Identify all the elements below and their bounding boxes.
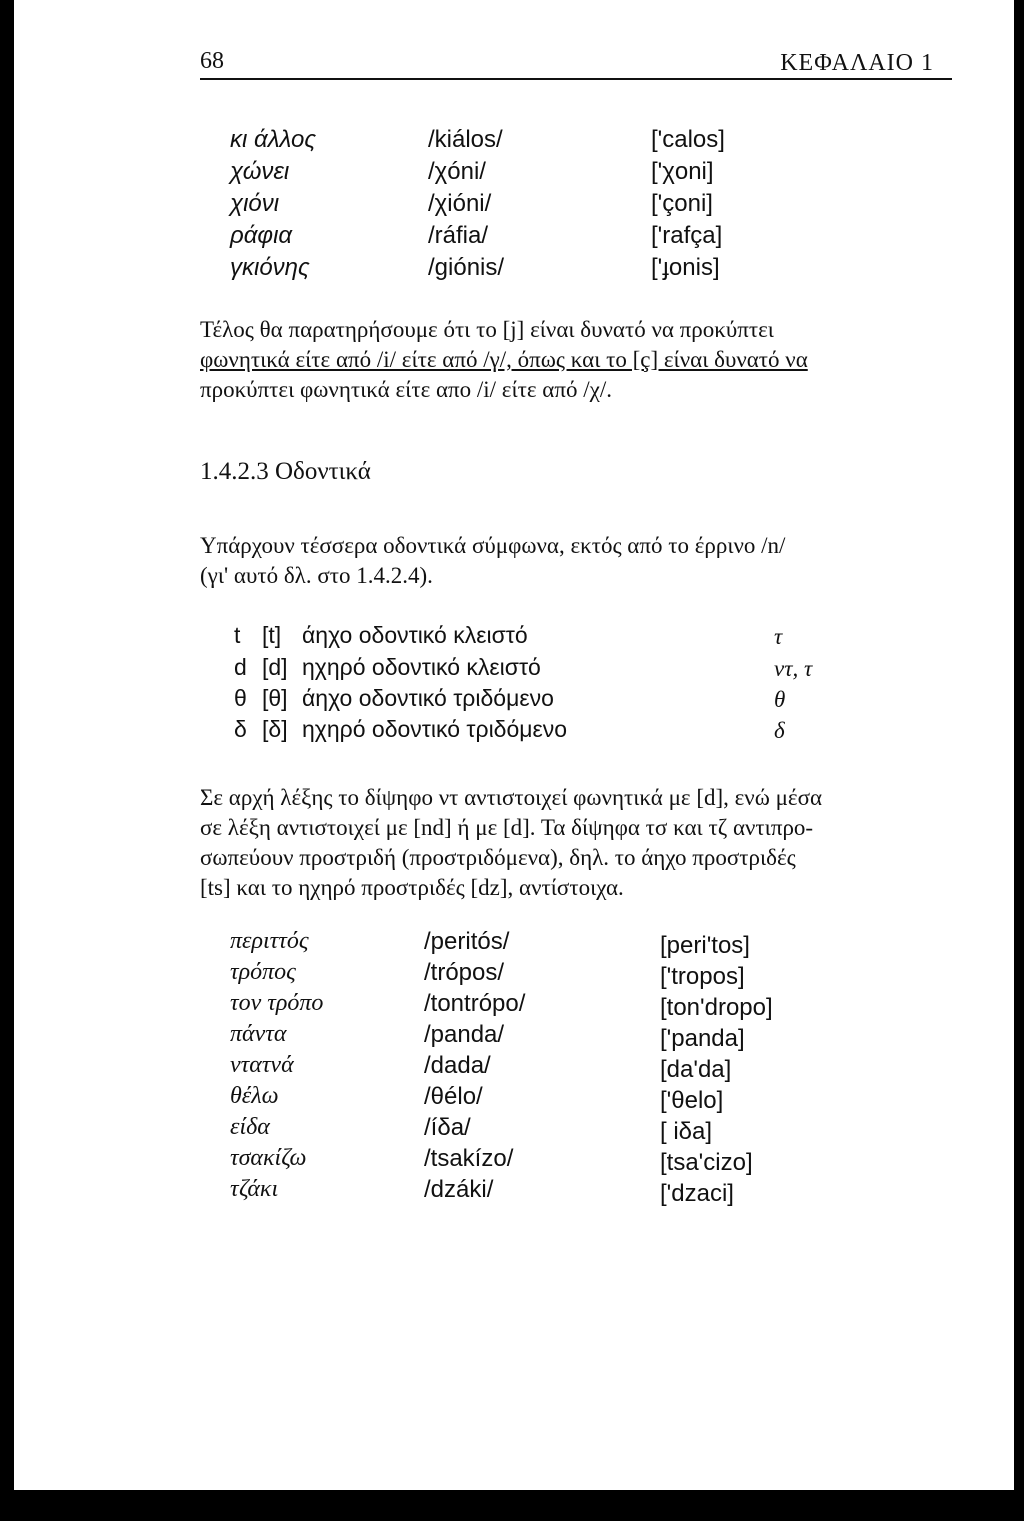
word-phonetic: ['panda] bbox=[660, 1025, 745, 1052]
consonant-ipa: [d] bbox=[262, 654, 288, 680]
header-rule bbox=[200, 78, 952, 80]
word-phonetic: [ton'dropo] bbox=[660, 994, 773, 1021]
consonant-spelling: ντ, τ bbox=[774, 656, 813, 681]
consonant-symbol: δ bbox=[234, 716, 247, 742]
paragraph-line: σε λέξη αντιστοιχεί με [nd] ή με [d]. Τα δίψηφα τσ και τζ αντιπρο- bbox=[200, 815, 814, 840]
word-greek: χώνει bbox=[230, 158, 290, 185]
consonant-ipa: [t] bbox=[262, 622, 282, 648]
word-phonemic: /χióni/ bbox=[428, 190, 492, 217]
word-greek: θέλω bbox=[230, 1083, 279, 1109]
scan-left-edge bbox=[0, 0, 14, 1521]
word-phonemic: /dada/ bbox=[424, 1052, 491, 1079]
word-phonemic: /kiálos/ bbox=[428, 126, 503, 153]
word-phonemic: /panda/ bbox=[424, 1021, 505, 1048]
word-greek: περιττός bbox=[230, 928, 309, 954]
word-phonemic: /tontrópo/ bbox=[424, 990, 526, 1017]
consonant-ipa: [δ] bbox=[262, 716, 288, 742]
word-greek: ράφια bbox=[230, 222, 293, 249]
word-phonemic: /giónis/ bbox=[428, 254, 505, 281]
paragraph-line: προκύπτει φωνητικά είτε απο /i/ είτε από /χ/. bbox=[200, 377, 612, 402]
consonant-description: ηχηρό οδοντικό κλειστό bbox=[302, 654, 541, 680]
word-phonetic: [da'da] bbox=[660, 1056, 732, 1083]
word-phonemic: /peritós/ bbox=[424, 928, 510, 955]
scan-bottom-edge bbox=[0, 1490, 1024, 1521]
consonant-ipa: [θ] bbox=[262, 685, 288, 711]
word-greek: γκιόνης bbox=[230, 254, 310, 281]
word-greek: τσακίζω bbox=[230, 1145, 307, 1171]
consonant-spelling: τ bbox=[774, 624, 783, 649]
word-phonetic: ['çoni] bbox=[651, 190, 713, 217]
word-phonetic: ['dzaci] bbox=[660, 1180, 734, 1207]
word-phonetic: ['calos] bbox=[651, 126, 725, 153]
word-phonemic: /χóni/ bbox=[428, 158, 486, 185]
paragraph-line: φωνητικά είτε από /i/ είτε από /γ/, όπως και το [ç] είναι δυνατό να bbox=[200, 347, 808, 372]
word-phonemic: /trópos/ bbox=[424, 959, 505, 986]
consonant-description: άηχο οδοντικό τριδόμενο bbox=[302, 685, 554, 711]
paragraph-line: σωπεύουν προστριδή (προστριδόμενα), δηλ. το άηχο προστριδές bbox=[200, 845, 796, 870]
word-phonetic: [tsa'cizo] bbox=[660, 1149, 753, 1176]
consonant-spelling: δ bbox=[774, 718, 785, 743]
word-phonemic: /dzáki/ bbox=[424, 1176, 494, 1203]
word-phonetic: ['θelo] bbox=[660, 1087, 724, 1114]
section-heading: 1.4.2.3 Οδοντικά bbox=[200, 458, 371, 485]
consonant-spelling: θ bbox=[774, 687, 786, 712]
page-number: 68 bbox=[200, 48, 224, 74]
paragraph-line: [ts] και το ηχηρό προστριδές [dz], αντίστοιχα. bbox=[200, 875, 624, 900]
word-greek: κι άλλος bbox=[230, 126, 316, 153]
word-phonemic: /ráfia/ bbox=[428, 222, 489, 249]
word-phonemic: /íδa/ bbox=[424, 1114, 471, 1141]
word-greek: είδα bbox=[230, 1114, 270, 1140]
word-phonetic: ['tropos] bbox=[660, 963, 745, 990]
word-phonetic: [peri'tos] bbox=[660, 932, 750, 959]
chapter-title: ΚΕΦΑΛΑΙΟ 1 bbox=[780, 50, 934, 76]
word-phonetic: ['rafça] bbox=[651, 222, 723, 249]
paragraph-line: Υπάρχουν τέσσερα οδοντικά σύμφωνα, εκτός από το έρρινο /n/ bbox=[200, 533, 786, 558]
word-phonemic: /tsakízo/ bbox=[424, 1145, 514, 1172]
consonant-description: ηχηρό οδοντικό τριδόμενο bbox=[302, 716, 568, 742]
word-greek: τρόπος bbox=[230, 959, 296, 985]
consonant-symbol: θ bbox=[234, 685, 247, 711]
word-phonetic: ['ɟonis] bbox=[651, 254, 720, 281]
consonant-description: άηχο οδοντικό κλειστό bbox=[302, 622, 528, 648]
word-greek: ντατνά bbox=[230, 1052, 294, 1078]
word-phonetic: ['χoni] bbox=[651, 158, 714, 185]
paragraph-line: (γι' αυτό δλ. στο 1.4.2.4). bbox=[200, 563, 433, 588]
word-greek: τον τρόπο bbox=[230, 990, 324, 1016]
book-page bbox=[14, 0, 1014, 1490]
consonant-symbol: d bbox=[234, 654, 247, 680]
word-greek: χιόνι bbox=[230, 190, 280, 217]
word-greek: πάντα bbox=[230, 1021, 287, 1047]
paragraph-line: Τέλος θα παρατηρήσουμε ότι το [j] είναι δυνατό να προκύπτει bbox=[200, 317, 774, 342]
word-phonemic: /θélo/ bbox=[424, 1083, 483, 1110]
word-greek: τζάκι bbox=[230, 1176, 279, 1202]
paragraph-line: Σε αρχή λέξης το δίψηφο ντ αντιστοιχεί φωνητικά με [d], ενώ μέσα bbox=[200, 785, 823, 810]
word-phonetic: [ iδa] bbox=[660, 1118, 713, 1145]
consonant-symbol: t bbox=[234, 622, 241, 648]
